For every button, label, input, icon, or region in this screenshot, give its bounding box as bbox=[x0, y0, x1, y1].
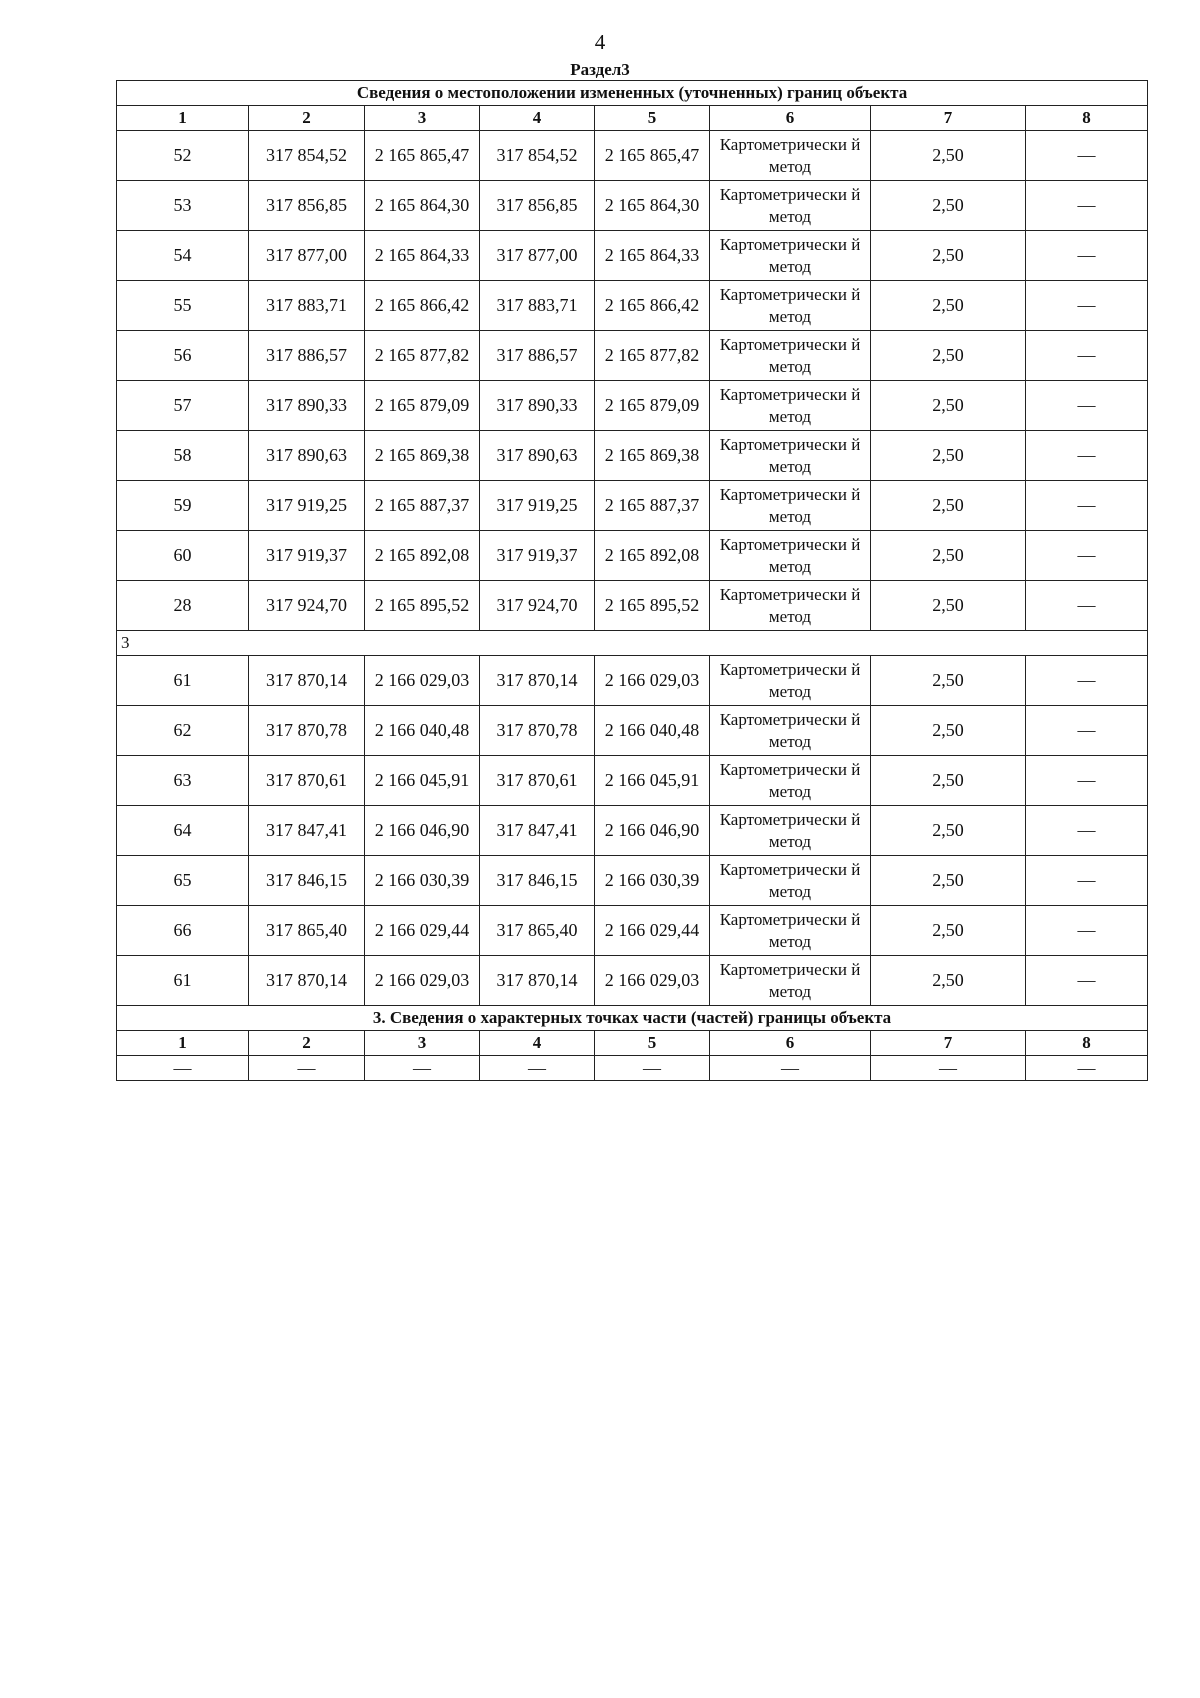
coord-y-old: 2 165 866,42 bbox=[365, 281, 480, 331]
description: — bbox=[1026, 756, 1148, 806]
description: — bbox=[1026, 531, 1148, 581]
coord-x-new: 317 883,71 bbox=[480, 281, 595, 331]
description: — bbox=[1026, 131, 1148, 181]
method: Картометрически й метод bbox=[710, 531, 871, 581]
contour-row bbox=[117, 631, 1148, 656]
method: Картометрически й метод bbox=[710, 181, 871, 231]
column-number-4: 4 bbox=[480, 1031, 595, 1056]
accuracy: 2,50 bbox=[871, 706, 1026, 756]
coord-y-new: 2 165 895,52 bbox=[595, 581, 710, 631]
accuracy: 2,50 bbox=[871, 756, 1026, 806]
table2-title: 3. Сведения о характерных точках части (частей) границы объекта bbox=[117, 1006, 1148, 1031]
column-number-6: 6 bbox=[710, 106, 871, 131]
column-number-4: 4 bbox=[480, 106, 595, 131]
accuracy: 2,50 bbox=[871, 581, 1026, 631]
table-row bbox=[117, 656, 1148, 706]
coord-x-new: 317 870,14 bbox=[480, 656, 595, 706]
coord-x-new: 317 870,78 bbox=[480, 706, 595, 756]
coord-y-old: 2 165 879,09 bbox=[365, 381, 480, 431]
coord-x-old: 317 924,70 bbox=[249, 581, 365, 631]
empty-cell: — bbox=[117, 1056, 249, 1081]
coord-y-old: 2 165 892,08 bbox=[365, 531, 480, 581]
coord-y-old: 2 166 045,91 bbox=[365, 756, 480, 806]
point-number: 57 bbox=[117, 381, 249, 431]
coord-x-old: 317 870,61 bbox=[249, 756, 365, 806]
coord-y-new: 2 166 040,48 bbox=[595, 706, 710, 756]
table-row bbox=[117, 756, 1148, 806]
empty-cell: — bbox=[249, 1056, 365, 1081]
point-number: 53 bbox=[117, 181, 249, 231]
accuracy: 2,50 bbox=[871, 956, 1026, 1006]
coord-x-old: 317 870,14 bbox=[249, 656, 365, 706]
description: — bbox=[1026, 331, 1148, 381]
column-number-2: 2 bbox=[249, 1031, 365, 1056]
description: — bbox=[1026, 481, 1148, 531]
description: — bbox=[1026, 706, 1148, 756]
column-number-1: 1 bbox=[117, 1031, 249, 1056]
column-number-3: 3 bbox=[365, 106, 480, 131]
table-row bbox=[117, 581, 1148, 631]
table-row bbox=[117, 706, 1148, 756]
coord-x-old: 317 856,85 bbox=[249, 181, 365, 231]
boundary-table bbox=[116, 80, 1148, 1081]
coord-x-old: 317 883,71 bbox=[249, 281, 365, 331]
coord-y-old: 2 165 865,47 bbox=[365, 131, 480, 181]
empty-cell: — bbox=[710, 1056, 871, 1081]
method: Картометрически й метод bbox=[710, 656, 871, 706]
table-row bbox=[117, 331, 1148, 381]
coord-y-new: 2 165 864,33 bbox=[595, 231, 710, 281]
method: Картометрически й метод bbox=[710, 581, 871, 631]
description: — bbox=[1026, 181, 1148, 231]
coord-x-new: 317 870,14 bbox=[480, 956, 595, 1006]
accuracy: 2,50 bbox=[871, 656, 1026, 706]
coord-x-old: 317 870,14 bbox=[249, 956, 365, 1006]
coord-y-new: 2 165 865,47 bbox=[595, 131, 710, 181]
contour-label: 3 bbox=[117, 631, 1148, 656]
accuracy: 2,50 bbox=[871, 856, 1026, 906]
coord-x-old: 317 877,00 bbox=[249, 231, 365, 281]
point-number: 64 bbox=[117, 806, 249, 856]
coord-x-old: 317 870,78 bbox=[249, 706, 365, 756]
column-number-7: 7 bbox=[871, 1031, 1026, 1056]
description: — bbox=[1026, 281, 1148, 331]
coord-x-new: 317 924,70 bbox=[480, 581, 595, 631]
point-number: 61 bbox=[117, 956, 249, 1006]
coord-y-old: 2 166 046,90 bbox=[365, 806, 480, 856]
coord-y-new: 2 166 046,90 bbox=[595, 806, 710, 856]
method: Картометрически й метод bbox=[710, 281, 871, 331]
coord-x-new: 317 890,63 bbox=[480, 431, 595, 481]
coord-y-old: 2 165 864,33 bbox=[365, 231, 480, 281]
coord-y-old: 2 165 864,30 bbox=[365, 181, 480, 231]
coord-x-old: 317 890,33 bbox=[249, 381, 365, 431]
method: Картометрически й метод bbox=[710, 331, 871, 381]
page-number: 4 bbox=[594, 30, 606, 54]
table-row bbox=[117, 531, 1148, 581]
column-number-row bbox=[117, 106, 1148, 131]
column-number-5: 5 bbox=[595, 106, 710, 131]
coord-y-old: 2 166 040,48 bbox=[365, 706, 480, 756]
table-body bbox=[117, 81, 1148, 1081]
table-row bbox=[117, 806, 1148, 856]
accuracy: 2,50 bbox=[871, 531, 1026, 581]
coord-x-old: 317 886,57 bbox=[249, 331, 365, 381]
coord-y-old: 2 166 029,03 bbox=[365, 956, 480, 1006]
description: — bbox=[1026, 431, 1148, 481]
coord-y-old: 2 165 887,37 bbox=[365, 481, 480, 531]
coord-y-old: 2 165 869,38 bbox=[365, 431, 480, 481]
coord-y-old: 2 165 877,82 bbox=[365, 331, 480, 381]
coord-x-old: 317 846,15 bbox=[249, 856, 365, 906]
coord-x-old: 317 847,41 bbox=[249, 806, 365, 856]
coord-x-old: 317 919,25 bbox=[249, 481, 365, 531]
coord-x-new: 317 846,15 bbox=[480, 856, 595, 906]
table-row bbox=[117, 906, 1148, 956]
empty-cell: — bbox=[365, 1056, 480, 1081]
coord-y-old: 2 165 895,52 bbox=[365, 581, 480, 631]
point-number: 58 bbox=[117, 431, 249, 481]
empty-cell: — bbox=[871, 1056, 1026, 1081]
point-number: 66 bbox=[117, 906, 249, 956]
table-row bbox=[117, 231, 1148, 281]
method: Картометрически й метод bbox=[710, 756, 871, 806]
point-number: 65 bbox=[117, 856, 249, 906]
table-row bbox=[117, 131, 1148, 181]
table-row bbox=[117, 381, 1148, 431]
coord-y-new: 2 165 892,08 bbox=[595, 531, 710, 581]
accuracy: 2,50 bbox=[871, 481, 1026, 531]
description: — bbox=[1026, 806, 1148, 856]
coord-x-new: 317 919,25 bbox=[480, 481, 595, 531]
method: Картометрически й метод bbox=[710, 131, 871, 181]
column-number-8: 8 bbox=[1026, 106, 1148, 131]
method: Картометрически й метод bbox=[710, 906, 871, 956]
table-row bbox=[117, 181, 1148, 231]
accuracy: 2,50 bbox=[871, 381, 1026, 431]
coord-y-new: 2 165 866,42 bbox=[595, 281, 710, 331]
method: Картометрически й метод bbox=[710, 381, 871, 431]
coord-y-new: 2 165 879,09 bbox=[595, 381, 710, 431]
table-row bbox=[117, 481, 1148, 531]
table-title-row bbox=[117, 81, 1148, 106]
column-number-2: 2 bbox=[249, 106, 365, 131]
point-number: 55 bbox=[117, 281, 249, 331]
point-number: 61 bbox=[117, 656, 249, 706]
coord-y-new: 2 165 887,37 bbox=[595, 481, 710, 531]
coord-x-old: 317 865,40 bbox=[249, 906, 365, 956]
accuracy: 2,50 bbox=[871, 131, 1026, 181]
table-title: Сведения о местоположении измененных (уточненных) границ объекта bbox=[117, 81, 1148, 106]
description: — bbox=[1026, 906, 1148, 956]
coord-x-new: 317 886,57 bbox=[480, 331, 595, 381]
section-title: Раздел3 bbox=[570, 60, 630, 79]
description: — bbox=[1026, 381, 1148, 431]
coord-x-new: 317 890,33 bbox=[480, 381, 595, 431]
coord-y-new: 2 165 869,38 bbox=[595, 431, 710, 481]
accuracy: 2,50 bbox=[871, 281, 1026, 331]
accuracy: 2,50 bbox=[871, 231, 1026, 281]
empty-row bbox=[117, 1056, 1148, 1081]
column-number-3: 3 bbox=[365, 1031, 480, 1056]
description: — bbox=[1026, 581, 1148, 631]
method: Картометрически й метод bbox=[710, 806, 871, 856]
description: — bbox=[1026, 231, 1148, 281]
coord-x-old: 317 890,63 bbox=[249, 431, 365, 481]
accuracy: 2,50 bbox=[871, 181, 1026, 231]
table2-title-row bbox=[117, 1006, 1148, 1031]
table-row bbox=[117, 956, 1148, 1006]
column-number-1: 1 bbox=[117, 106, 249, 131]
column-number-7: 7 bbox=[871, 106, 1026, 131]
method: Картометрически й метод bbox=[710, 856, 871, 906]
coord-x-old: 317 919,37 bbox=[249, 531, 365, 581]
method: Картометрически й метод bbox=[710, 231, 871, 281]
accuracy: 2,50 bbox=[871, 806, 1026, 856]
point-number: 56 bbox=[117, 331, 249, 381]
coord-y-new: 2 166 029,44 bbox=[595, 906, 710, 956]
table-row bbox=[117, 281, 1148, 331]
empty-cell: — bbox=[480, 1056, 595, 1081]
table-row bbox=[117, 856, 1148, 906]
point-number: 60 bbox=[117, 531, 249, 581]
coord-x-new: 317 847,41 bbox=[480, 806, 595, 856]
coord-x-new: 317 870,61 bbox=[480, 756, 595, 806]
point-number: 59 bbox=[117, 481, 249, 531]
coord-x-new: 317 856,85 bbox=[480, 181, 595, 231]
coord-y-new: 2 166 030,39 bbox=[595, 856, 710, 906]
column-number-row bbox=[117, 1031, 1148, 1056]
column-number-8: 8 bbox=[1026, 1031, 1148, 1056]
description: — bbox=[1026, 956, 1148, 1006]
accuracy: 2,50 bbox=[871, 331, 1026, 381]
description: — bbox=[1026, 856, 1148, 906]
method: Картометрически й метод bbox=[710, 956, 871, 1006]
point-number: 62 bbox=[117, 706, 249, 756]
coord-y-new: 2 166 029,03 bbox=[595, 956, 710, 1006]
coord-y-new: 2 166 045,91 bbox=[595, 756, 710, 806]
column-number-6: 6 bbox=[710, 1031, 871, 1056]
point-number: 52 bbox=[117, 131, 249, 181]
point-number: 54 bbox=[117, 231, 249, 281]
empty-cell: — bbox=[595, 1056, 710, 1081]
coord-x-new: 317 919,37 bbox=[480, 531, 595, 581]
coord-y-new: 2 165 877,82 bbox=[595, 331, 710, 381]
table-row bbox=[117, 431, 1148, 481]
description: — bbox=[1026, 656, 1148, 706]
coord-y-old: 2 166 029,03 bbox=[365, 656, 480, 706]
column-number-5: 5 bbox=[595, 1031, 710, 1056]
coord-y-new: 2 166 029,03 bbox=[595, 656, 710, 706]
coord-x-new: 317 877,00 bbox=[480, 231, 595, 281]
coord-y-new: 2 165 864,30 bbox=[595, 181, 710, 231]
accuracy: 2,50 bbox=[871, 431, 1026, 481]
coord-x-old: 317 854,52 bbox=[249, 131, 365, 181]
coord-y-old: 2 166 029,44 bbox=[365, 906, 480, 956]
method: Картометрически й метод bbox=[710, 431, 871, 481]
method: Картометрически й метод bbox=[710, 706, 871, 756]
point-number: 28 bbox=[117, 581, 249, 631]
accuracy: 2,50 bbox=[871, 906, 1026, 956]
coord-x-new: 317 854,52 bbox=[480, 131, 595, 181]
point-number: 63 bbox=[117, 756, 249, 806]
coord-x-new: 317 865,40 bbox=[480, 906, 595, 956]
coord-y-old: 2 166 030,39 bbox=[365, 856, 480, 906]
empty-cell: — bbox=[1026, 1056, 1148, 1081]
method: Картометрически й метод bbox=[710, 481, 871, 531]
